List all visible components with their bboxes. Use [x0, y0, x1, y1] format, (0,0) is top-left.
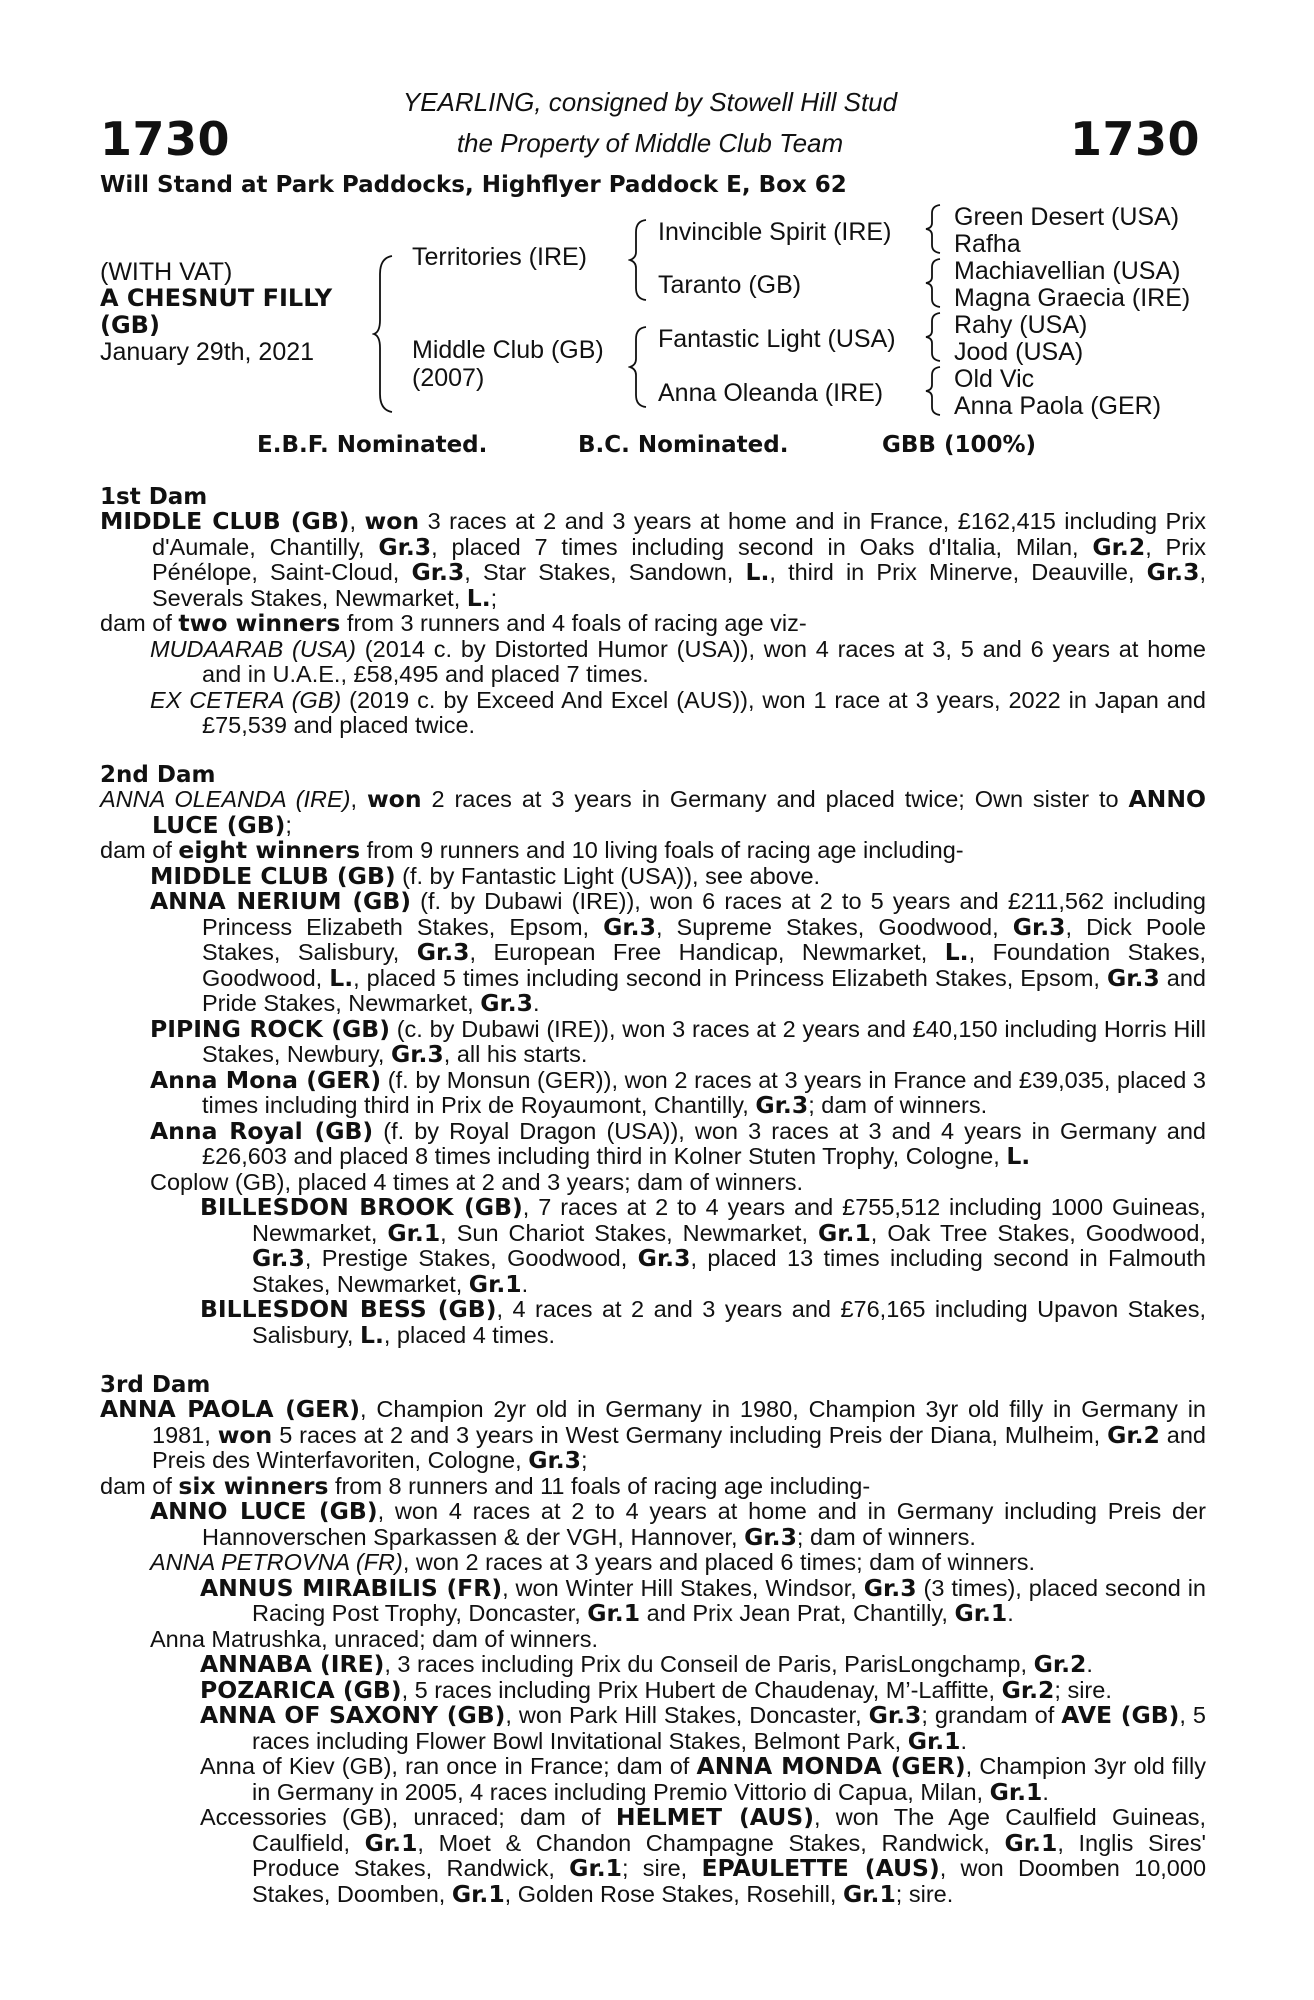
- sire-name: Territories (IRE): [412, 243, 588, 271]
- gg-dss: Rahy (USA): [954, 311, 1088, 339]
- gg-sds: Machiavellian (USA): [954, 257, 1181, 285]
- consignment-block: [300, 82, 1000, 164]
- progeny-anna-petrovna: ANNA PETROVNA (FR), won 2 races at 3 years and placed 6 times; dam of winners.: [150, 1549, 1036, 1575]
- dam-name: Middle Club (GB): [412, 336, 604, 364]
- second-dam-section: [100, 787, 1206, 1348]
- progeny-ex-cetera: EX CETERA (GB) (2019 c. by Exceed And Excel (AUS)), won 1 race at 3 years, 2022 in Japan and £75,539 and placed twice.: [150, 686, 1206, 738]
- progeny-anna-nerium: ANNA NERIUM (GB) (f. by Dubawi (IRE)), won 6 races at 2 to 5 years and £211,562 including Princess Elizabeth Stakes, Epsom, Gr.3, Supreme Stakes, Goodwood, Gr.3, Dick Poole Stakes, Salisbury, Gr.3, European Free Handicap, Newmarket, L., Foundation Stakes, Goodwood, L., placed 5 times including second in Princess Elizabeth Stakes, Epsom, Gr.3 and Pride Stakes, Newmarket, Gr.3.: [150, 887, 1206, 1017]
- dam-sire: Fantastic Light (USA): [658, 325, 896, 353]
- first-dam-record: MIDDLE CLUB (GB), won 3 races at 2 and 3 years at home and in France, £162,415 including Prix d'Aumale, Chantilly, Gr.3, placed 7 times including second in Oaks d'Italia, Milan, Gr.2, Prix Pénélope, Saint-Cloud, Gr.3, Star Stakes, Sandown, L., third in Prix Minerve, Deauville, Gr.3, Severals Stakes, Newmarket, L.;: [100, 507, 1207, 612]
- progeny-piping-rock: PIPING ROCK (GB) (c. by Dubawi (IRE)), won 3 races at 2 years and £40,150 including Horris Hill Stakes, Newbury, Gr.3, all his starts.: [150, 1014, 1206, 1068]
- progeny-anna-matrushka: Anna Matrushka, unraced; dam of winners.: [150, 1625, 599, 1652]
- first-dam-section: [100, 509, 1206, 739]
- stand-location: Will Stand at Park Paddocks, Highflyer Paddock E, Box 62: [100, 172, 847, 198]
- consignment-line-1: YEARLING, consigned by Stowell Hill Stud: [402, 87, 898, 117]
- second-dam-produce: dam of eight winners from 9 runners and 10 living foals of racing age including-: [100, 836, 964, 864]
- sire-sire: Invincible Spirit (IRE): [658, 218, 892, 246]
- progeny-anna-of-saxony: ANNA OF SAXONY (GB), won Park Hill Stakes, Doncaster, Gr.3; grandam of AVE (GB), 5 races including Flower Bowl Invitational Stakes, Belmont Park, Gr.1.: [200, 1701, 1206, 1755]
- pedigree-brace-2: [628, 218, 650, 302]
- pedigree-brace-4: [924, 203, 944, 255]
- dam-dam: Anna Oleanda (IRE): [658, 379, 884, 407]
- sire-dam: Taranto (GB): [658, 271, 802, 299]
- progeny-pozarica: POZARICA (GB), 5 races including Prix Hubert de Chaudenay, M’-Laffitte, Gr.2; sire.: [200, 1675, 1112, 1704]
- progeny-annus-mirabilis: ANNUS MIRABILIS (FR), won Winter Hill Stakes, Windsor, Gr.3 (3 times), placed second in Racing Post Trophy, Doncaster, Gr.1 and Prix Jean Prat, Chantilly, Gr.1.: [200, 1573, 1207, 1627]
- lot-number-right: 1730: [1069, 112, 1200, 166]
- progeny-annaba: ANNABA (IRE), 3 races including Prix du Conseil de Paris, ParisLongchamp, Gr.2.: [200, 1650, 1093, 1678]
- gbb-status: GBB (100%): [882, 432, 1037, 458]
- gg-sdd: Magna Graecia (IRE): [954, 284, 1191, 312]
- pedigree-brace-6: [924, 311, 944, 363]
- gg-dds: Old Vic: [954, 365, 1035, 393]
- progeny-anna-royal: Anna Royal (GB) (f. by Royal Dragon (USA)), won 3 races at 3 and 4 years in Germany and £26,603 and placed 8 times including third in Kolner Stuten Trophy, Cologne, L.: [150, 1116, 1206, 1170]
- gg-sss: Green Desert (USA): [954, 203, 1180, 231]
- third-dam-heading: 3rd Dam: [100, 1372, 211, 1398]
- progeny-mudaarab: MUDAARAB (USA) (2014 c. by Distorted Humor (USA)), won 4 races at 3, 5 and 6 years at home and in U.A.E., £58,495 and placed 7 times.: [150, 635, 1207, 687]
- dam-year: (2007): [412, 364, 485, 392]
- pedigree-brace-5: [924, 257, 944, 309]
- first-dam-produce: dam of two winners from 3 runners and 4 foals of racing age viz-: [100, 609, 807, 637]
- gg-ssd: Rafha: [954, 230, 1021, 258]
- pedigree-brace-3: [628, 325, 650, 409]
- third-dam-record: ANNA PAOLA (GER), Champion 2yr old in Germany in 1980, Champion 3yr old filly in Germany in 1981, won 5 races at 2 and 3 years in West Germany including Preis der Diana, Mulheim, Gr.2 and Preis des Winterfavoriten, Cologne, Gr.3;: [100, 1395, 1206, 1474]
- ebf-nomination: E.B.F. Nominated.: [257, 432, 488, 458]
- second-dam-heading: 2nd Dam: [100, 762, 216, 788]
- pedigree-brace-1: [372, 254, 396, 414]
- lot-number-left: 1730: [100, 112, 231, 166]
- vat-note: (WITH VAT): [100, 258, 233, 286]
- bc-nomination: B.C. Nominated.: [578, 432, 789, 458]
- horse-name: A CHESNUT FILLY: [100, 284, 333, 312]
- third-dam-produce: dam of six winners from 8 runners and 11 foals of racing age including-: [100, 1471, 871, 1500]
- second-dam-record: ANNA OLEANDA (IRE), won 2 races at 3 years in Germany and placed twice; Own sister to ANNO LUCE (GB);: [100, 785, 1206, 839]
- progeny-middle-club: MIDDLE CLUB (GB) (f. by Fantastic Light (USA)), see above.: [150, 861, 821, 890]
- first-dam-heading: 1st Dam: [100, 484, 208, 510]
- progeny-anna-of-kiev: Anna of Kiev (GB), ran once in France; dam of ANNA MONDA (GER), Champion 3yr old filly in Germany in 2005, 4 races including Premio Vittorio di Capua, Milan, Gr.1.: [200, 1752, 1206, 1806]
- progeny-coplow: Coplow (GB), placed 4 times at 2 and 3 years; dam of winners.: [150, 1168, 804, 1195]
- pedigree-brace-7: [924, 365, 944, 417]
- horse-name-suffix: (GB): [100, 311, 160, 339]
- third-dam-section: [100, 1397, 1206, 1907]
- progeny-accessories: Accessories (GB), unraced; dam of HELMET (AUS), won The Age Caulfield Guineas, Caulfield, Gr.1, Moet & Chandon Champagne Stakes, Randwick, Gr.1, Inglis Sires' Produce Stakes, Randwick, Gr.1; sire, EPAULETTE (AUS), won Doomben 10,000 Stakes, Doomben, Gr.1, Golden Rose Stakes, Rosehill, Gr.1; sire.: [200, 1803, 1207, 1908]
- progeny-billesdon-bess: BILLESDON BESS (GB), 4 races at 2 and 3 years and £76,165 including Upavon Stakes, Salisbury, L., placed 4 times.: [200, 1295, 1206, 1349]
- progeny-billesdon-brook: BILLESDON BROOK (GB), 7 races at 2 to 4 years and £755,512 including 1000 Guineas, Newmarket, Gr.1, Sun Chariot Stakes, Newmarket, Gr.1, Oak Tree Stakes, Goodwood, Gr.3, Prestige Stakes, Goodwood, Gr.3, placed 13 times including second in Falmouth Stakes, Newmarket, Gr.1.: [200, 1193, 1206, 1298]
- gg-dsd: Jood (USA): [954, 338, 1084, 366]
- progeny-anna-mona: Anna Mona (GER) (f. by Monsun (GER)), won 2 races at 3 years in France and £39,035, placed 3 times including third in Prix de Royaumont, Chantilly, Gr.3; dam of winners.: [150, 1065, 1206, 1119]
- horse-dob: January 29th, 2021: [100, 338, 315, 366]
- progeny-anno-luce: ANNO LUCE (GB), won 4 races at 2 to 4 years at home and in Germany including Preis der Hannoverschen Sparkassen & der VGH, Hannover, Gr.3; dam of winners.: [150, 1497, 1207, 1551]
- consignment-line-2: the Property of Middle Club Team: [456, 128, 844, 158]
- gg-ddd: Anna Paola (GER): [954, 392, 1162, 420]
